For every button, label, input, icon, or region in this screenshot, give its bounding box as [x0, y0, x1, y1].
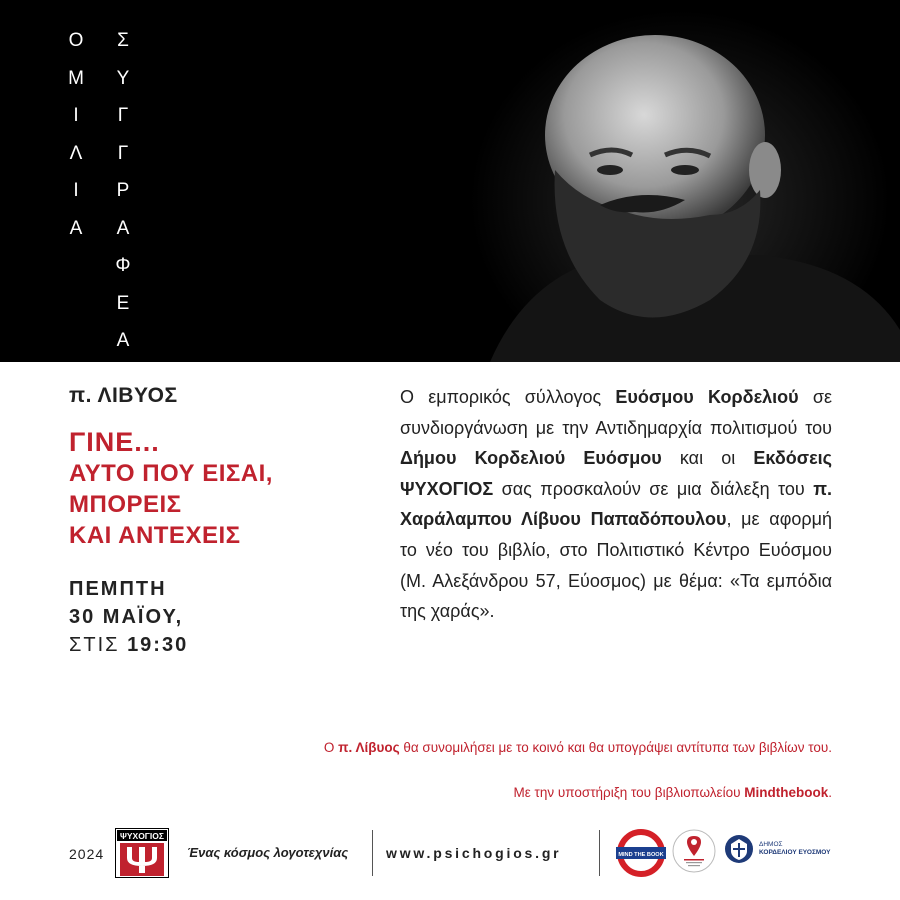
description-text: , με αφορμή το νέο του βιβλίο, στο Πολιτιστικό Κέντρο Ευόσμου (Μ. Αλεξάνδρου 57, Εύοσμος) με θέμα: «Τα εμπόδια της χαράς».: [400, 509, 832, 622]
description-bold: π. Χαράλαμπου Λίβυου Παπαδόπουλου: [400, 478, 832, 530]
title-line: ΓΙΝΕ...: [69, 427, 160, 457]
vertical-letter: Ι: [73, 180, 79, 201]
municipality-emblem-icon: [724, 834, 754, 864]
note-text: θα συνομιλήσει με το κοινό και θα υπογράψει αντίτυπα των βιβλίων του.: [399, 740, 832, 755]
vertical-letter: Γ: [117, 142, 129, 164]
vertical-letter: Λ: [69, 142, 83, 164]
vertical-word-syggrafea: [110, 22, 136, 360]
footer-divider: [372, 830, 373, 876]
logo-text: ΨΥΧΟΓΙΟΣ: [119, 831, 165, 841]
description-text: σας προσκαλούν σε μια διάλεξη του: [493, 478, 814, 499]
vertical-letter: Α: [116, 217, 130, 239]
website-link[interactable]: www.psichogios.gr: [386, 845, 562, 861]
support-note: [514, 785, 833, 800]
vertical-letter: Α: [116, 330, 130, 351]
vertical-word-omilia: [66, 22, 86, 247]
event-description: [400, 382, 832, 627]
vertical-letter: Φ: [115, 255, 131, 276]
title-line: ΜΠΟΡΕΙΣ: [69, 491, 182, 518]
event-date-value: 30 ΜΑΪΟΥ,: [69, 606, 184, 628]
description-bold: Ευόσμου Κορδελιού: [615, 387, 799, 407]
description-text: και οι: [661, 448, 754, 469]
description-bold: Εκδόσεις ΨΥΧΟΓΙΟΣ: [400, 448, 832, 499]
vertical-letter: Ι: [73, 105, 79, 126]
description-bold: Δήμου Κορδελιού Ευόσμου: [400, 448, 662, 469]
vertical-letter: Α: [69, 217, 83, 239]
event-time-prefix: ΣΤΙΣ: [69, 634, 128, 656]
event-time: 19:30: [127, 634, 189, 656]
vertical-letter: Γ: [117, 105, 129, 126]
note-text: Με την υποστήριξη του βιβλιοπωλείου: [513, 785, 745, 800]
municipality-name: ΚΟΡΔΕΛΙΟΥ ΕΥΟΣΜΟΥ: [759, 849, 831, 856]
event-day: ΠΕΜΠΤΗ: [69, 578, 167, 600]
note-text: Ο: [323, 740, 339, 755]
footer-year: 2024: [69, 846, 105, 862]
note-bold: π. Λίβυος: [338, 740, 400, 755]
hero-banner: [0, 0, 900, 362]
author-name: π. ΛΙΒΥΟΣ: [69, 384, 178, 407]
title-line: ΑΥΤΟ ΠΟΥ ΕΙΣΑΙ,: [69, 460, 273, 487]
mindthebook-logo: [616, 828, 666, 878]
psichogios-logo: [115, 828, 169, 878]
svg-text:MIND THE BOOK: MIND THE BOOK: [618, 852, 664, 858]
event-date: [69, 575, 188, 659]
event-title: [69, 426, 273, 551]
municipality-label: ΔΗΜΟΣ: [759, 841, 783, 848]
author-portrait: [470, 0, 900, 362]
footer-slogan: Ένας κόσμος λογοτεχνίας: [187, 845, 349, 860]
footer-divider: [599, 830, 600, 876]
vertical-letter: Σ: [117, 30, 129, 51]
vertical-letter: Μ: [68, 67, 84, 89]
signing-note: [324, 740, 832, 755]
vertical-letter: Ο: [68, 30, 84, 51]
vertical-letter: Υ: [116, 67, 130, 89]
vertical-letter: Ε: [116, 292, 130, 314]
description-text: Ο εμπορικός σύλλογος: [400, 387, 616, 407]
title-line: ΚΑΙ ΑΝΤΕΧΕΙΣ: [69, 522, 241, 549]
municipality-logo: [724, 834, 830, 864]
vertical-letter: Ρ: [116, 180, 130, 201]
note-bold: Mindthebook: [744, 785, 829, 800]
description-text: σε συνδιοργάνωση με την Αντιδημαρχία πολιτισμού του: [400, 387, 833, 438]
trade-association-logo: [671, 828, 717, 874]
note-text: .: [828, 785, 832, 800]
